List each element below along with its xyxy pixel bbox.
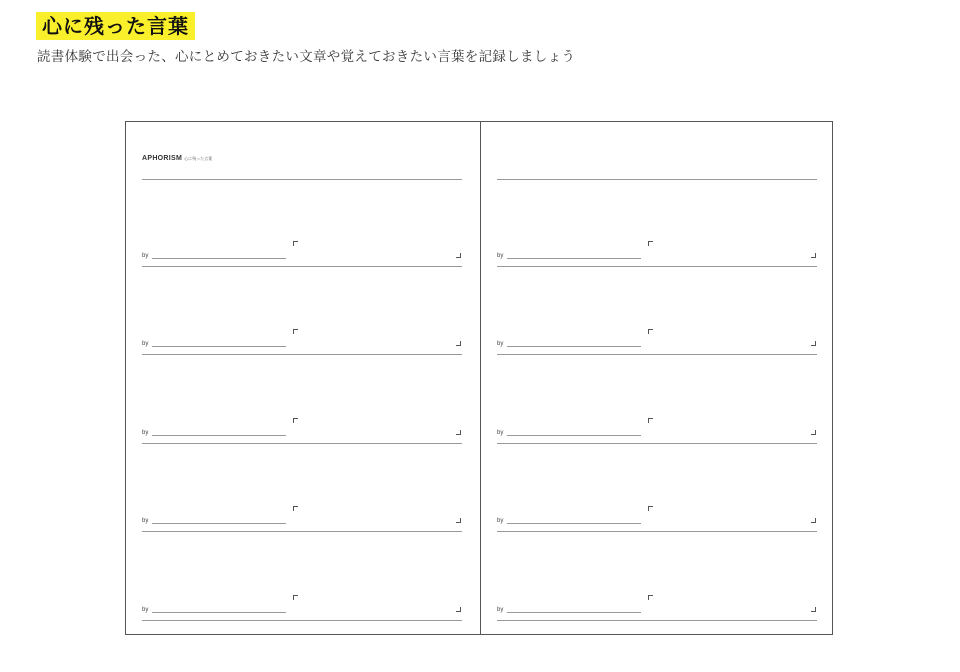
- author-line: [507, 435, 641, 436]
- author-label: by: [497, 607, 504, 613]
- quote-entry: [142, 241, 462, 281]
- entry-rule: [142, 620, 462, 621]
- open-corner-mark: [648, 241, 653, 246]
- close-corner-mark: [811, 430, 816, 435]
- author-line: [507, 523, 641, 524]
- right-page: [481, 122, 835, 634]
- close-corner-mark: [456, 430, 461, 435]
- author-line: [507, 258, 641, 259]
- author-label: by: [142, 518, 149, 524]
- quote-entry: [497, 241, 817, 281]
- author-label: by: [497, 253, 504, 259]
- entry-rule: [497, 620, 817, 621]
- quote-entry: [142, 506, 462, 546]
- page-header: [142, 147, 212, 165]
- author-line: [152, 258, 286, 259]
- open-corner-mark: [293, 241, 298, 246]
- close-corner-mark: [456, 253, 461, 258]
- entry-rule: [142, 531, 462, 532]
- author-label: by: [497, 341, 504, 347]
- open-corner-mark: [293, 595, 298, 600]
- open-corner-mark: [648, 329, 653, 334]
- quote-entry: [497, 418, 817, 458]
- author-label: by: [142, 341, 149, 347]
- quote-entry: [142, 595, 462, 635]
- quote-entry: [142, 418, 462, 458]
- close-corner-mark: [811, 341, 816, 346]
- entry-rule: [497, 354, 817, 355]
- author-label: by: [142, 430, 149, 436]
- author-line: [152, 346, 286, 347]
- quote-entry: [497, 506, 817, 546]
- entry-rule: [497, 266, 817, 267]
- page-header-subtitle: 心に残った言葉: [184, 156, 213, 161]
- open-corner-mark: [293, 506, 298, 511]
- close-corner-mark: [456, 518, 461, 523]
- page-title: 心に残った言葉: [36, 12, 195, 40]
- quote-entry: [142, 329, 462, 369]
- open-corner-mark: [648, 418, 653, 423]
- header-rule: [497, 179, 817, 180]
- author-line: [152, 523, 286, 524]
- open-corner-mark: [293, 418, 298, 423]
- page-description: 読書体験で出会った、心にとめておきたい文章や覚えておきたい言葉を記録しましょう: [37, 49, 576, 65]
- open-corner-mark: [648, 595, 653, 600]
- entry-rule: [497, 531, 817, 532]
- quote-entry: [497, 329, 817, 369]
- notebook-spread: [125, 121, 833, 635]
- author-label: by: [142, 607, 149, 613]
- author-label: by: [497, 518, 504, 524]
- entry-rule: [142, 266, 462, 267]
- close-corner-mark: [811, 518, 816, 523]
- page-header-title: APHORISM: [142, 155, 183, 162]
- author-line: [507, 612, 641, 613]
- close-corner-mark: [456, 607, 461, 612]
- open-corner-mark: [648, 506, 653, 511]
- author-label: by: [497, 430, 504, 436]
- entry-rule: [142, 443, 462, 444]
- header-rule: [142, 179, 462, 180]
- close-corner-mark: [811, 607, 816, 612]
- close-corner-mark: [456, 341, 461, 346]
- author-line: [152, 612, 286, 613]
- author-label: by: [142, 253, 149, 259]
- author-line: [507, 346, 641, 347]
- close-corner-mark: [811, 253, 816, 258]
- open-corner-mark: [293, 329, 298, 334]
- entry-rule: [142, 354, 462, 355]
- author-line: [152, 435, 286, 436]
- quote-entry: [497, 595, 817, 635]
- left-page: [126, 122, 480, 634]
- entry-rule: [497, 443, 817, 444]
